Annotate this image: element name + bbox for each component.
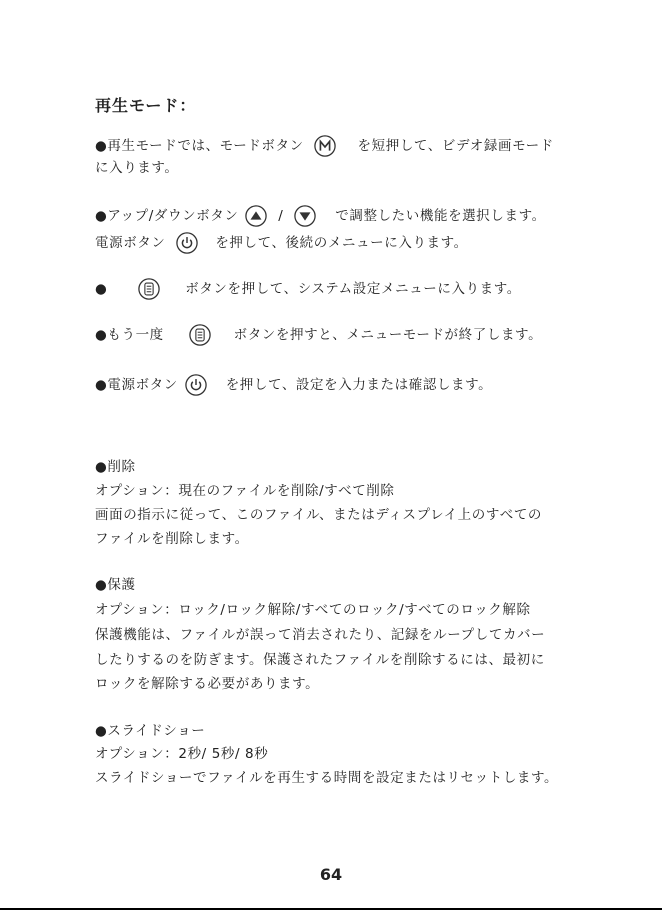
section-title: 再生モード：	[95, 96, 197, 115]
playback-line-7	[95, 374, 492, 396]
mode-button-icon	[311, 135, 339, 157]
power-button-icon	[185, 374, 207, 396]
menu-button-icon	[138, 278, 160, 300]
slideshow-heading: ●スライドショー	[95, 723, 206, 739]
menu-button-icon	[189, 324, 211, 346]
text-segment: で調整したい機能を選択します。	[335, 208, 546, 224]
protect-description-1: 保護機能は、ファイルが誤って消去されたり、記録をループしてカバー	[95, 627, 546, 643]
playback-line-3	[95, 205, 546, 227]
playback-line-5	[95, 278, 521, 300]
protect-heading: ●保護	[95, 577, 136, 593]
text-segment: ●電源ボタン	[95, 377, 178, 393]
playback-line-2: に入ります。	[95, 160, 179, 176]
text-segment: を押して、設定を入力または確認します。	[225, 377, 493, 393]
slideshow-description: スライドショーでファイルを再生する時間を設定またはリセットします。	[95, 770, 559, 786]
slideshow-options: オプション：2秒/ 5秒/ 8秒	[95, 746, 269, 762]
protect-description-3: ロックを解除する必要があります。	[95, 676, 320, 692]
bottom-rule	[0, 908, 662, 910]
text-segment: ●	[95, 281, 108, 297]
protect-options: オプション：ロック/ロック解除/すべてのロック/すべてのロック解除	[95, 602, 531, 618]
separator: /	[278, 208, 284, 224]
down-button-icon	[294, 205, 316, 227]
text-segment: ●アップ/ダウンボタン	[95, 208, 239, 224]
text-segment: ●もう一度	[95, 327, 164, 343]
text-segment: ボタンを押して、システム設定メニューに入ります。	[185, 281, 521, 297]
text-segment: ●再生モードでは、モードボタン	[95, 138, 304, 154]
delete-description-1: 画面の指示に従って、このファイル、またはディスプレイ上のすべての	[95, 507, 543, 523]
delete-heading: ●削除	[95, 459, 136, 475]
delete-options: オプション：現在のファイルを削除/すべて削除	[95, 483, 395, 499]
text-segment: 電源ボタン	[95, 235, 166, 251]
delete-description-2: ファイルを削除します。	[95, 531, 249, 547]
page-number: 64	[319, 865, 343, 884]
text-segment: を短押して、ビデオ録画モード	[357, 138, 554, 154]
up-button-icon	[245, 205, 267, 227]
playback-line-4	[95, 232, 468, 254]
playback-line-6	[95, 324, 542, 346]
power-button-icon	[176, 232, 198, 254]
protect-description-2: したりするのを防ぎます。保護されたファイルを削除するには、最初に	[95, 652, 545, 668]
text-segment: ボタンを押すと、メニューモードが終了します。	[233, 327, 543, 343]
text-segment: を押して、後続のメニューに入ります。	[215, 235, 468, 251]
playback-line-1	[95, 135, 554, 157]
